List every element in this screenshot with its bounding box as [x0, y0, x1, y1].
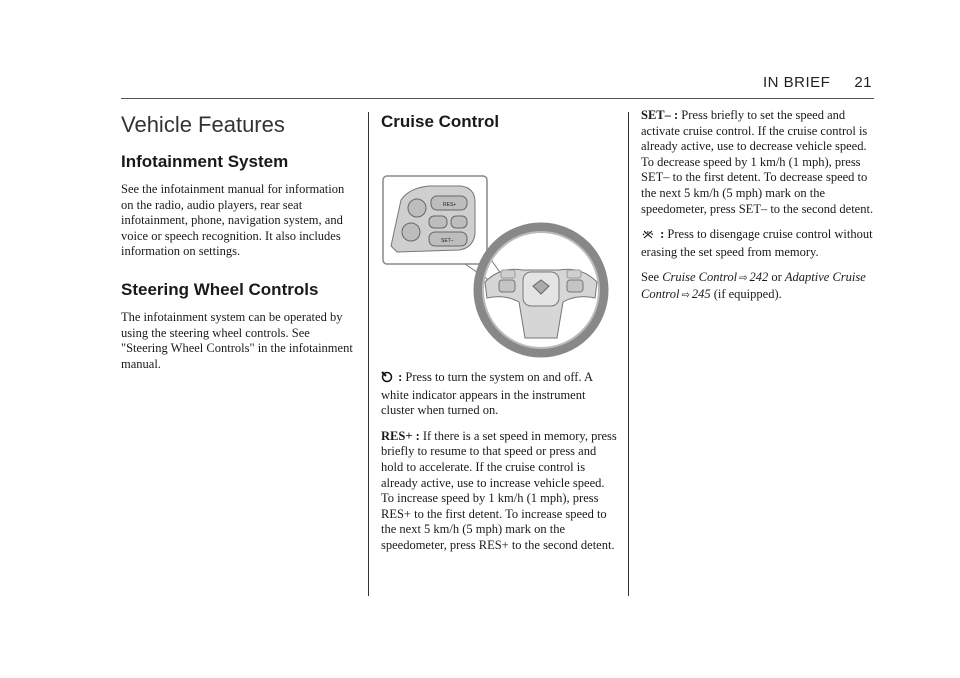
cruise-cancel-description [641, 227, 877, 260]
set-description [641, 108, 877, 217]
steering-wheel-illustration [381, 142, 617, 362]
column-divider-left [368, 112, 369, 596]
wheel-right-paddle [567, 270, 581, 278]
res-label: RES+ [443, 202, 457, 208]
pod-button-top-left [408, 199, 426, 217]
section-title: Vehicle Features [121, 112, 285, 137]
wheel-right-controls [567, 280, 583, 292]
adaptive-cruise-page-ref[interactable]: 245 [691, 286, 711, 301]
column-divider-right [628, 112, 629, 596]
header-rule [121, 98, 874, 99]
infotainment-body: See the infotainment manual for information on the radio, audio players, rear seat infotainment, phone, navigation system, and voice or speech recognition. It also includes information on settings. [121, 182, 345, 259]
column-1 [121, 108, 356, 382]
see-or: or [768, 270, 785, 285]
see-suffix: (if equipped). [710, 286, 782, 301]
cancel-text: Press to disengage cruise control without erasing the set speed from memory. [641, 227, 873, 259]
res-term: RES+ : [381, 428, 423, 443]
column-3 [641, 108, 877, 314]
wheel-left-controls [499, 280, 515, 292]
page-arrow-icon-2: ⇨ [681, 289, 690, 301]
cruise-control-page-ref[interactable]: 242 [749, 270, 769, 285]
page-arrow-icon: ⇨ [739, 273, 748, 285]
cruise-power-icon [381, 371, 393, 388]
cancel-separator: : [657, 227, 668, 242]
cruise-power-description [381, 370, 617, 419]
steering-controls-heading: Steering Wheel Controls [121, 279, 319, 299]
res-text: If there is a set speed in memory, press briefly to resume to that speed or press and hold to accelerate. If the cruise control is already active, use to increase vehicle speed. To increase speed by 1 km/h (1 mph), press RES+ to the first detent. To increase speed to the next 5 km/h (5 mph) mark on the speedometer, press RES+ to the second detent. [381, 428, 617, 552]
power-separator: : [395, 370, 406, 384]
steering-controls-body: The infotainment system can be operated by using the steering wheel controls. See "Steering Wheel Controls" in the infotainment manual. [121, 309, 353, 371]
column-2 [381, 108, 617, 564]
steering-wheel-figure [381, 142, 617, 362]
cruise-power-button [429, 216, 447, 228]
cruise-control-heading: Cruise Control [381, 112, 500, 131]
set-text: Press briefly to set the speed and activate cruise control. If the cruise control is already active, use to decrease vehicle speed. To decrease speed by 1 km/h (1 mph), press SET– to the first detent. To decrease speed to the next 5 km/h (5 mph) mark on the speedometer, press SET– to the second detent. [641, 108, 874, 216]
cruise-cancel-button [451, 216, 467, 228]
page-header [763, 74, 872, 91]
see-prefix: See [641, 270, 663, 285]
set-label: SET– [441, 238, 454, 244]
infotainment-heading: Infotainment System [121, 152, 289, 171]
cruise-cancel-icon [641, 228, 655, 245]
res-description [381, 429, 617, 554]
wheel-left-paddle [501, 270, 515, 278]
cruise-control-ref-link[interactable]: Cruise Control [662, 270, 738, 285]
power-text: Press to turn the system on and off. A white indicator appears in the instrument cluster when turned on. [381, 370, 593, 418]
adaptive-cruise-ref-link[interactable]: Adaptive Cruise Control [641, 270, 866, 301]
set-term: SET– : [641, 108, 682, 122]
section-label: IN BRIEF [762, 74, 831, 91]
pod-button-bottom-left [402, 223, 420, 241]
page-number: 21 [854, 74, 872, 91]
see-also-reference [641, 270, 877, 303]
